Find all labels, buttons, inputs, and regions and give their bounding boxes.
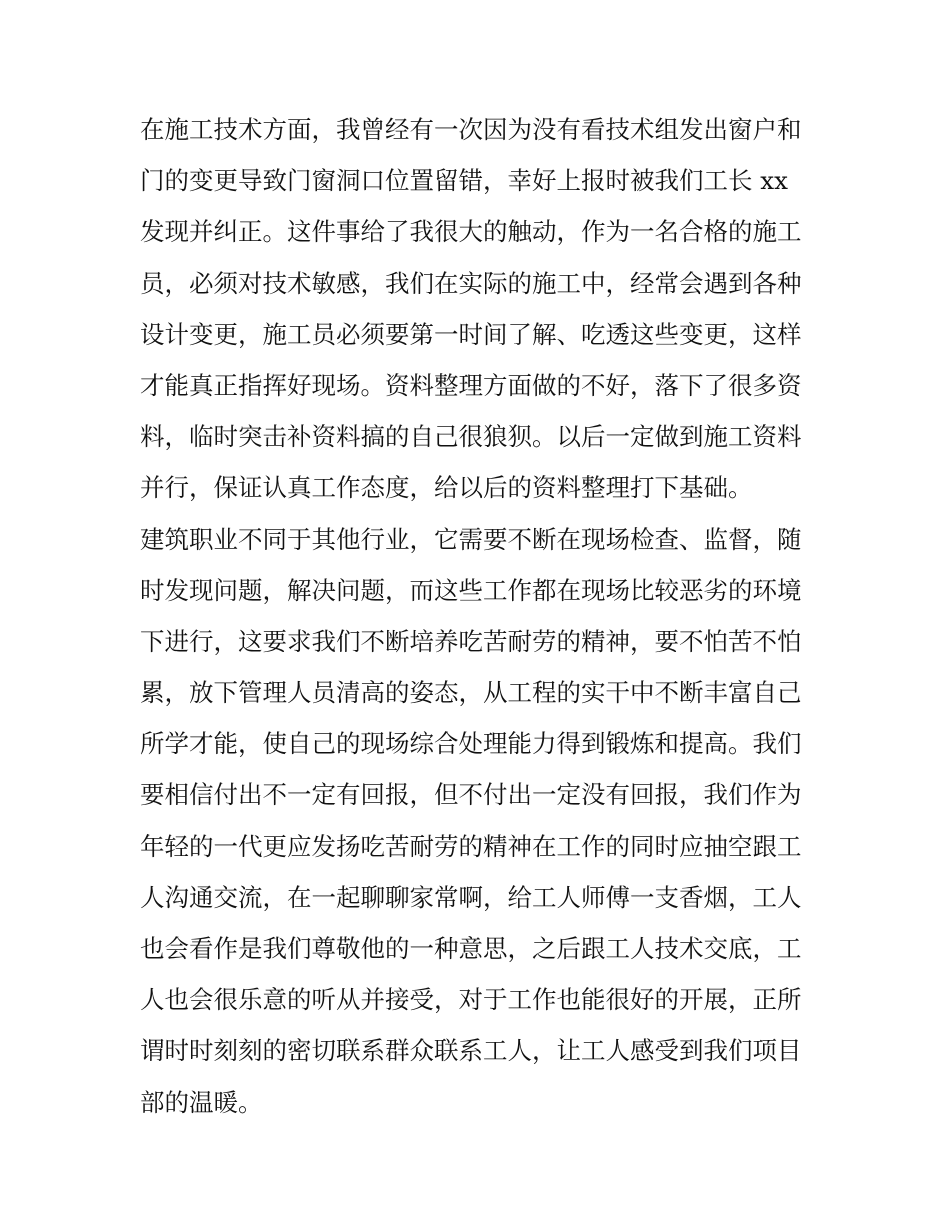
text-line-4: 员，必须对技术敏感，我们在实际的施工中，经常会遇到各种 [140, 268, 802, 298]
text-line-1: 在施工技术方面，我曾经有一次因为没有看技术组发出窗户和 [140, 115, 802, 144]
text-line-15: 年轻的一代更应发扬吃苦耐劳的精神在工作的同时应抽空跟工 [140, 831, 802, 861]
text-line-8: 并行，保证认真工作态度，给以后的资料整理打下基础。 [140, 473, 753, 503]
text-line-13: 所学才能，使自己的现场综合处理能力得到锻炼和提高。我们 [140, 729, 802, 759]
text-line-18: 人也会很乐意的听从并接受，对于工作也能很好的开展，正所 [140, 985, 802, 1015]
text-line-9: 建筑职业不同于其他行业，它需要不断在现场检查、监督，随 [140, 524, 802, 554]
text-line-11: 下进行，这要求我们不断培养吃苦耐劳的精神，要不怕苦不怕 [140, 626, 802, 656]
text-line-10: 时发现问题，解决问题，而这些工作都在现场比较恶劣的环境 [140, 575, 802, 605]
text-line-7: 料，临时突击补资料搞的自己很狼狈。以后一定做到施工资料 [140, 422, 802, 452]
text-line-14: 要相信付出不一定有回报，但不付出一定没有回报，我们作为 [140, 780, 802, 810]
text-line-20: 部的温暖。 [140, 1087, 263, 1117]
text-line-3: 发现并纠正。这件事给了我很大的触动，作为一名合格的施工 [140, 217, 802, 247]
text-line-19: 谓时时刻刻的密切联系群众联系工人，让工人感受到我们项目 [140, 1036, 802, 1066]
text-line-5: 设计变更，施工员必须要第一时间了解、吃透这些变更，这样 [140, 319, 802, 349]
text-line-16: 人沟通交流，在一起聊聊家常啊，给工人师傅一支香烟，工人 [140, 882, 802, 912]
text-line-17: 也会看作是我们尊敬他的一种意思，之后跟工人技术交底，工 [140, 934, 802, 963]
text-line-6: 才能真正指挥好现场。资料整理方面做的不好，落下了很多资 [140, 370, 802, 400]
body-text [140, 104, 820, 1128]
text-line-2: 门的变更导致门窗洞口位置留错，幸好上报时被我们工长 xx [140, 166, 788, 196]
text-line-12: 累，放下管理人员清高的姿态，从工程的实干中不断丰富自己 [140, 678, 802, 708]
